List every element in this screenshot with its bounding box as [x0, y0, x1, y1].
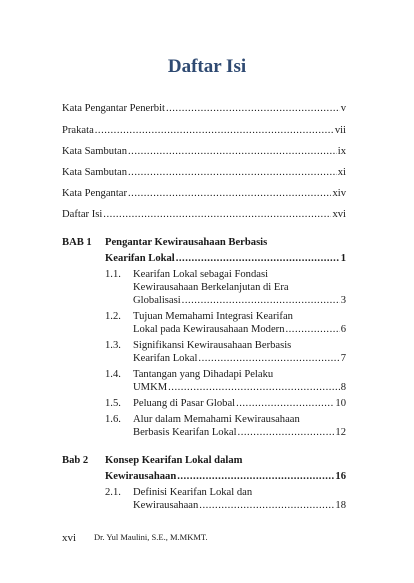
dot-leader	[238, 426, 335, 439]
dot-leader	[176, 252, 340, 265]
toc-entry[interactable]	[62, 102, 346, 115]
toc-entry-page: 6	[340, 324, 346, 335]
section-number: 2.1.	[105, 487, 121, 498]
toc-entry[interactable]	[62, 187, 346, 200]
toc-entry-label: Kewirausahaan	[105, 471, 177, 482]
toc-entry-label: Peluang di Pasar Global	[133, 398, 236, 409]
toc-entry[interactable]	[133, 323, 346, 336]
section-number: 1.5.	[105, 398, 121, 409]
toc-entry-label: Prakata	[62, 125, 94, 136]
chapter-number: BAB 1	[62, 237, 92, 248]
dot-leader	[103, 208, 331, 221]
toc-chapter-entry[interactable]	[105, 470, 346, 483]
toc-entry-page: vii	[334, 125, 346, 136]
toc-entry[interactable]	[133, 397, 346, 410]
toc-entry-label: Daftar Isi	[62, 209, 103, 220]
toc-entry-page: 3	[340, 295, 346, 306]
dot-leader	[95, 124, 334, 137]
dot-leader	[168, 381, 340, 394]
dot-leader	[198, 352, 339, 365]
toc-entry[interactable]	[133, 294, 346, 307]
dot-leader	[177, 470, 334, 483]
toc-entry-page: 1	[340, 253, 346, 264]
section-number: 1.2.	[105, 311, 121, 322]
toc-entry-label: Kearifan Lokal	[133, 353, 198, 364]
section-title: Tujuan Memahami Integrasi Kearifan	[133, 311, 293, 322]
section-number: 1.3.	[105, 340, 121, 351]
toc-entry-label: Kearifan Lokal	[105, 253, 175, 264]
footer-author: Dr. Yul Maulini, S.E., M.MKMT.	[94, 532, 208, 542]
toc-entry-page: 7	[340, 353, 346, 364]
chapter-number: Bab 2	[62, 455, 89, 466]
section-title: Alur dalam Memahami Kewirausahaan	[133, 414, 300, 425]
section-title: Kewirausahaan Berkelanjutan di Era	[133, 282, 289, 293]
footer-page-number: xvi	[62, 532, 77, 544]
chapter-title: Pengantar Kewirausahaan Berbasis	[105, 237, 268, 248]
dot-leader	[128, 166, 337, 179]
dot-leader	[286, 323, 340, 336]
toc-entry-label: Kata Pengantar	[62, 188, 128, 199]
toc-entry-label: Kata Sambutan	[62, 146, 128, 157]
toc-entry[interactable]	[133, 352, 346, 365]
section-number: 1.4.	[105, 369, 121, 380]
toc-entry-page: 12	[335, 427, 346, 438]
toc-entry-page: xi	[337, 167, 346, 178]
toc-entry[interactable]	[133, 426, 346, 439]
dot-leader	[236, 397, 334, 410]
section-title: Tantangan yang Dihadapi Pelaku	[133, 369, 274, 380]
toc-entry[interactable]	[133, 499, 346, 512]
toc-entry[interactable]	[133, 381, 346, 394]
section-title: Definisi Kearifan Lokal dan	[133, 487, 253, 498]
dot-leader	[166, 102, 340, 115]
page-title: Daftar Isi	[167, 56, 247, 77]
dot-leader	[128, 187, 331, 200]
section-title: Kearifan Lokal sebagai Fondasi	[133, 269, 269, 280]
toc-entry-page: 8	[340, 382, 346, 393]
toc-chapter-entry[interactable]	[105, 252, 346, 265]
chapter-title: Konsep Kearifan Lokal dalam	[105, 455, 243, 466]
toc-entry-label: Kata Pengantar Penerbit	[62, 103, 165, 114]
toc-entry-page: xiv	[332, 188, 346, 199]
dot-leader	[182, 294, 340, 307]
dot-leader	[199, 499, 334, 512]
toc-entry-label: Kata Sambutan	[62, 167, 128, 178]
toc-entry[interactable]	[62, 166, 346, 179]
toc-entry-label: Berbasis Kearifan Lokal	[133, 427, 237, 438]
section-number: 1.6.	[105, 414, 121, 425]
toc-entry-label: Kewirausahaan	[133, 500, 199, 511]
toc-entry[interactable]	[62, 124, 346, 137]
toc-entry-label: UMKM	[133, 382, 168, 393]
toc-entry-page: v	[340, 103, 346, 114]
toc-entry-page: 18	[335, 500, 346, 511]
toc-entry[interactable]	[62, 208, 346, 221]
toc-entry-page: 16	[335, 471, 346, 482]
toc-entry-page: xvi	[332, 209, 346, 220]
toc-entry-page: ix	[337, 146, 346, 157]
toc-entry-label: Lokal pada Kewirausahaan Modern	[133, 324, 285, 335]
section-number: 1.1.	[105, 269, 121, 280]
toc-entry-label: Globalisasi	[133, 295, 181, 306]
dot-leader	[128, 145, 337, 158]
toc-entry-page: 10	[335, 398, 346, 409]
section-title: Signifikansi Kewirausahaan Berbasis	[133, 340, 292, 351]
toc-entry[interactable]	[62, 145, 346, 158]
